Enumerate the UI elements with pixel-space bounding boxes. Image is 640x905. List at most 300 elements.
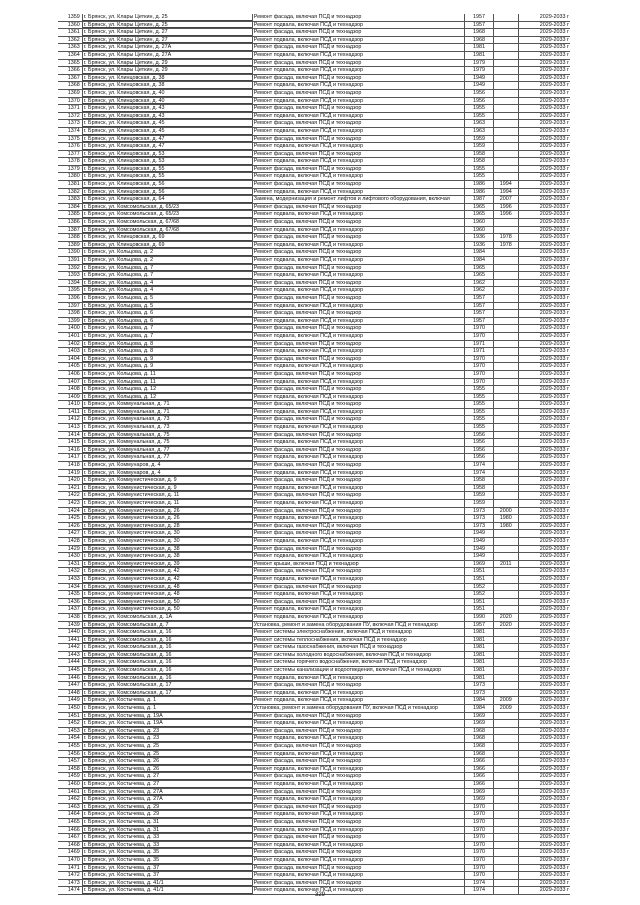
address-cell: г. Брянск, ул. Костычева, д. 33 [82, 834, 252, 841]
address-cell: г. Брянск, ул. Клинцовская, д. 69 [82, 242, 252, 249]
row-number: 1403 [67, 348, 80, 355]
last-repair-cell: 2020 [493, 614, 518, 621]
page-number: 329 [314, 892, 325, 898]
table-row [58, 82, 570, 90]
period-cell: 2029-2033 г [518, 758, 570, 765]
work-type-cell: Ремонт фасада, включая ПСД и технадзор [252, 120, 464, 127]
address-cell: г. Брянск, ул. Коммунистическая, д. 42 [82, 568, 252, 575]
build-year-cell: 1986 [464, 181, 493, 188]
build-year-cell: 1973 [464, 682, 493, 689]
table-row [58, 143, 570, 151]
address-cell: г. Брянск, ул. Костычева, д. 27 [82, 773, 252, 780]
row-number: 1440 [67, 629, 80, 636]
address-cell: г. Брянск, ул. Коммунистическая, д. 48 [82, 591, 252, 598]
address-cell: г. Брянск, ул. Костычева, д. 37 [82, 865, 252, 872]
address-cell: г. Брянск, ул. Костычева, д. 31 [82, 827, 252, 834]
period-cell: 2029-2033 г [518, 303, 570, 310]
address-cell: г. Брянск, ул. Костычева, д. 19А [82, 720, 252, 727]
period-cell: 2029-2033 г [518, 887, 570, 894]
table-row [58, 758, 570, 766]
address-cell: г. Брянск, ул. Клинцовская, д. 43 [82, 113, 252, 120]
row-number: 1381 [67, 181, 80, 188]
period-cell: 2029-2033 г [518, 166, 570, 173]
row-number: 1405 [67, 363, 80, 370]
period-cell: 2029-2033 г [518, 98, 570, 105]
last-repair-cell [493, 143, 518, 150]
address-cell: г. Брянск, ул. Коммунальная, д. 77 [82, 447, 252, 454]
address-cell: г. Брянск, ул. Клары Цеткин, д. 25 [82, 22, 252, 29]
last-repair-cell: 1978 [493, 234, 518, 241]
table-row [58, 576, 570, 584]
work-type-cell: Ремонт фасада, включая ПСД и технадзор [252, 447, 464, 454]
address-cell: г. Брянск, ул. Костычева, д. 27 [82, 781, 252, 788]
table-row [58, 287, 570, 295]
period-cell: 2029-2033 г [518, 44, 570, 51]
address-cell: г. Брянск, ул. Кольцова, д. 7 [82, 265, 252, 272]
address-cell: г. Брянск, ул. Кольцова, д. 12 [82, 394, 252, 401]
row-number: 1457 [67, 758, 80, 765]
last-repair-cell [493, 401, 518, 408]
period-cell: 2029-2033 г [518, 584, 570, 591]
build-year-cell: 1957 [464, 14, 493, 21]
table-row [58, 348, 570, 356]
table-row [58, 500, 570, 508]
table-row [58, 295, 570, 303]
address-cell: г. Брянск, ул. Коммунальная, д. 73 [82, 416, 252, 423]
row-number: 1387 [67, 226, 80, 233]
build-year-cell: 1936 [464, 234, 493, 241]
table-row [58, 842, 570, 850]
last-repair-cell [493, 280, 518, 287]
row-number: 1375 [67, 135, 80, 142]
build-year-cell: 1981 [464, 667, 493, 674]
row-number: 1431 [67, 560, 80, 567]
build-year-cell: 1963 [464, 120, 493, 127]
work-type-cell: Ремонт подвала, включая ПСД и технадзор [252, 614, 464, 621]
build-year-cell: 1984 [464, 257, 493, 264]
period-cell: 2029-2033 г [518, 781, 570, 788]
table-row [58, 136, 570, 144]
address-cell: г. Брянск, ул. Коммунистическая, д. 26 [82, 508, 252, 515]
work-type-cell: Ремонт подвала, включая ПСД и технадзор [252, 189, 464, 196]
last-repair-cell [493, 303, 518, 310]
address-cell: г. Брянск, ул. Костычева, д. 27А [82, 796, 252, 803]
table-row [58, 67, 570, 75]
table-row [58, 804, 570, 812]
address-cell: г. Брянск, ул. Кольцова, д. 6 [82, 318, 252, 325]
build-year-cell: 1957 [464, 303, 493, 310]
build-year-cell: 1973 [464, 508, 493, 515]
last-repair-cell [493, 341, 518, 348]
address-cell: г. Брянск, ул. Костычева, д. 29 [82, 811, 252, 818]
build-year-cell: 1971 [464, 341, 493, 348]
work-type-cell: Ремонт подвала, включая ПСД и технадзор [252, 227, 464, 234]
last-repair-cell [493, 371, 518, 378]
build-year-cell: 1965 [464, 265, 493, 272]
period-cell: 2029-2033 г [518, 637, 570, 644]
address-cell: г. Брянск, ул. Комсомольская, д. 16 [82, 652, 252, 659]
table-row [58, 272, 570, 280]
period-cell: 2029-2033 г [518, 766, 570, 773]
last-repair-cell [493, 379, 518, 386]
address-cell: г. Брянск, ул. Костычева, д. 25 [82, 751, 252, 758]
last-repair-cell: 1994 [493, 189, 518, 196]
build-year-cell: 1970 [464, 811, 493, 818]
address-cell: г. Брянск, ул. Клары Цеткин, д. 27 [82, 37, 252, 44]
table-row [58, 682, 570, 690]
period-cell: 2029-2033 г [518, 249, 570, 256]
build-year-cell: 1970 [464, 804, 493, 811]
table-row [58, 416, 570, 424]
table-row [58, 318, 570, 326]
build-year-cell: 1981 [464, 652, 493, 659]
address-cell: г. Брянск, ул. Костычева, д. 23 [82, 728, 252, 735]
row-number: 1404 [67, 355, 80, 362]
row-number: 1397 [67, 302, 80, 309]
period-cell: 2029-2033 г [518, 173, 570, 180]
table-row [58, 530, 570, 538]
last-repair-cell [493, 462, 518, 469]
work-type-cell: Ремонт подвала, включая ПСД и технадзор [252, 766, 464, 773]
table-row [58, 470, 570, 478]
work-type-cell: Ремонт подвала, включая ПСД и технадзор [252, 675, 464, 682]
last-repair-cell [493, 257, 518, 264]
address-cell: г. Брянск, ул. Кольцова, д. 5 [82, 303, 252, 310]
row-number: 1364 [67, 51, 80, 58]
last-repair-cell [493, 872, 518, 879]
last-repair-cell [493, 60, 518, 67]
row-number: 1464 [67, 811, 80, 818]
address-cell: г. Брянск, ул. Коммунистическая, д. 30 [82, 538, 252, 545]
table-row [58, 728, 570, 736]
last-repair-cell [493, 409, 518, 416]
row-number: 1430 [67, 553, 80, 560]
build-year-cell: 1981 [464, 629, 493, 636]
last-repair-cell [493, 606, 518, 613]
table-row [58, 166, 570, 174]
address-cell: г. Брянск, ул. Клинцовская, д. 53 [82, 151, 252, 158]
work-type-cell: Ремонт подвала, включая ПСД и технадзор [252, 720, 464, 727]
build-year-cell: 1957 [464, 295, 493, 302]
period-cell: 2029-2033 г [518, 546, 570, 553]
work-type-cell: Ремонт фасада, включая ПСД и технадзор [252, 166, 464, 173]
address-cell: г. Брянск, ул. Костычева, д. 1 [82, 705, 252, 712]
row-number: 1374 [67, 127, 80, 134]
table-row [58, 173, 570, 181]
work-type-cell: Ремонт фасада, включая ПСД и технадзор [252, 310, 464, 317]
table-row [58, 697, 570, 705]
build-year-cell: 1960 [464, 219, 493, 226]
row-number: 1363 [67, 44, 80, 51]
address-cell: г. Брянск, ул. Клары Цеткин, д. 27А [82, 44, 252, 51]
last-repair-cell [493, 751, 518, 758]
last-repair-cell [493, 82, 518, 89]
address-cell: г. Брянск, ул. Костычева, д. 31 [82, 819, 252, 826]
build-year-cell: 1955 [464, 394, 493, 401]
work-type-cell: Замена, модернизация и ремонт лифтов и лифтового оборудования, включая [252, 196, 464, 203]
build-year-cell: 1970 [464, 842, 493, 849]
work-type-cell: Ремонт фасада, включая ПСД и технадзор [252, 29, 464, 36]
table-row [58, 819, 570, 827]
last-repair-cell [493, 52, 518, 59]
last-repair-cell [493, 865, 518, 872]
row-number: 1412 [67, 416, 80, 423]
table-row [58, 394, 570, 402]
row-number: 1455 [67, 743, 80, 749]
table-row [58, 766, 570, 774]
work-type-cell: Ремонт подвала, включая ПСД и технадзор [252, 143, 464, 150]
period-cell: 2029-2033 г [518, 834, 570, 841]
table-row [58, 713, 570, 721]
period-cell: 2029-2033 г [518, 14, 570, 21]
last-repair-cell [493, 113, 518, 120]
last-repair-cell [493, 827, 518, 834]
build-year-cell: 1956 [464, 432, 493, 439]
last-repair-cell: 1980 [493, 515, 518, 522]
build-year-cell: 1951 [464, 606, 493, 613]
row-number: 1386 [67, 219, 80, 226]
table-row [58, 865, 570, 873]
address-cell: г. Брянск, ул. Коммунистическая, д. 39 [82, 561, 252, 568]
table-row [58, 796, 570, 804]
last-repair-cell [493, 287, 518, 294]
last-repair-cell [493, 120, 518, 127]
build-year-cell: 1981 [464, 52, 493, 59]
work-type-cell: Ремонт фасада, включая ПСД и технадзор [252, 234, 464, 241]
period-cell: 2029-2033 г [518, 629, 570, 636]
last-repair-cell [493, 568, 518, 575]
table-row [58, 386, 570, 394]
row-number: 1378 [67, 158, 80, 165]
build-year-cell: 1955 [464, 401, 493, 408]
row-number: 1418 [67, 462, 80, 469]
last-repair-cell [493, 584, 518, 591]
last-repair-cell [493, 546, 518, 553]
row-number: 1389 [67, 241, 80, 248]
period-cell: 2029-2033 г [518, 735, 570, 742]
table-row [58, 477, 570, 485]
period-cell: 2029-2033 г [518, 865, 570, 872]
address-cell: г. Брянск, ул. Коммунальная, д. 75 [82, 439, 252, 446]
table-row [58, 128, 570, 136]
row-number: 1446 [67, 674, 80, 681]
address-cell: г. Брянск, ул. Клинцовская, д. 47 [82, 143, 252, 150]
period-cell: 2029-2033 г [518, 804, 570, 811]
address-cell: г. Брянск, ул. Кольцова, д. 8 [82, 348, 252, 355]
build-year-cell: 1966 [464, 773, 493, 780]
table-row [58, 371, 570, 379]
work-type-cell: Установка, ремонт и замена оборудования ПУ, включая ПСД и технадзор [252, 705, 464, 712]
period-cell: 2029-2033 г [518, 37, 570, 44]
last-repair-cell [493, 356, 518, 363]
table-row [58, 432, 570, 440]
build-year-cell: 1959 [464, 492, 493, 499]
row-number: 1394 [67, 279, 80, 286]
address-cell: г. Брянск, ул. Костычева, д. 37 [82, 872, 252, 879]
last-repair-cell [493, 249, 518, 256]
period-cell: 2029-2033 г [518, 811, 570, 818]
period-cell: 2029-2033 г [518, 52, 570, 59]
address-cell: г. Брянск, ул. Клинцовская, д. 47 [82, 136, 252, 143]
table-row [58, 401, 570, 409]
work-type-cell: Ремонт подвала, включая ПСД и технадзор [252, 257, 464, 264]
last-repair-cell [493, 644, 518, 651]
period-cell: 2029-2033 г [518, 105, 570, 112]
work-type-cell: Ремонт подвала, включая ПСД и технадзор [252, 128, 464, 135]
build-year-cell: 1971 [464, 348, 493, 355]
row-number: 1459 [67, 773, 80, 780]
table-row [58, 659, 570, 667]
table-row [58, 98, 570, 106]
row-number: 1383 [67, 196, 80, 203]
build-year-cell: 1949 [464, 546, 493, 553]
period-cell: 2029-2033 г [518, 257, 570, 264]
address-cell: г. Брянск, ул. Костычева, д. 26 [82, 758, 252, 765]
address-cell: г. Брянск, ул. Комсомольская, д. 17 [82, 682, 252, 689]
table-row [58, 409, 570, 417]
address-cell: г. Брянск, ул. Коммунистическая, д. 50 [82, 606, 252, 613]
build-year-cell: 1958 [464, 477, 493, 484]
row-number: 1366 [67, 67, 80, 74]
last-repair-cell [493, 485, 518, 492]
last-repair-cell [493, 720, 518, 727]
address-cell: г. Брянск, ул. Комсомольская, д. 65/23 [82, 204, 252, 211]
row-number: 1458 [67, 765, 80, 772]
build-year-cell: 1970 [464, 857, 493, 864]
work-type-cell: Ремонт подвала, включая ПСД и технадзор [252, 576, 464, 583]
row-number: 1400 [67, 325, 80, 332]
period-cell: 2029-2033 г [518, 151, 570, 158]
row-number: 1399 [67, 317, 80, 324]
table-row [58, 447, 570, 455]
last-repair-cell: 2007 [493, 196, 518, 203]
table-body [58, 14, 570, 895]
last-repair-cell [493, 781, 518, 788]
period-cell: 2029-2033 г [518, 386, 570, 393]
table-row [58, 485, 570, 493]
period-cell: 2029-2033 г [518, 287, 570, 294]
row-number: 1444 [67, 659, 80, 666]
work-type-cell: Ремонт подвала, включая ПСД и технадзор [252, 318, 464, 325]
table-row [58, 720, 570, 728]
table-row [58, 242, 570, 250]
build-year-cell: 1965 [464, 204, 493, 211]
work-type-cell: Ремонт подвала, включая ПСД и технадзор [252, 173, 464, 180]
row-number: 1391 [67, 257, 80, 263]
row-number: 1461 [67, 788, 80, 795]
address-cell: г. Брянск, ул. Клинцовская, д. 69 [82, 234, 252, 241]
work-type-cell: Ремонт фасада, включая ПСД и технадзор [252, 568, 464, 575]
row-number: 1371 [67, 105, 80, 112]
build-year-cell: 1969 [464, 720, 493, 727]
work-type-cell: Ремонт подвала, включая ПСД и технадзор [252, 67, 464, 74]
work-type-cell: Ремонт фасада, включая ПСД и технадзор [252, 386, 464, 393]
period-cell: 2029-2033 г [518, 508, 570, 515]
table-row [58, 857, 570, 865]
table-row [58, 52, 570, 60]
period-cell: 2029-2033 г [518, 477, 570, 484]
last-repair-cell [493, 22, 518, 29]
build-year-cell: 1981 [464, 659, 493, 666]
work-type-cell: Ремонт фасада, включая ПСД и технадзор [252, 508, 464, 515]
work-type-cell: Ремонт подвала, включая ПСД и технадзор [252, 751, 464, 758]
work-type-cell: Ремонт фасада, включая ПСД и технадзор [252, 713, 464, 720]
work-type-cell: Ремонт подвала, включая ПСД и технадзор [252, 303, 464, 310]
last-repair-cell [493, 325, 518, 332]
build-year-cell: 1968 [464, 751, 493, 758]
last-repair-cell [493, 804, 518, 811]
build-year-cell: 1951 [464, 599, 493, 606]
last-repair-cell [493, 477, 518, 484]
build-year-cell: 1965 [464, 211, 493, 218]
last-repair-cell [493, 416, 518, 423]
table-row [58, 454, 570, 462]
work-type-cell: Ремонт фасада, включая ПСД и технадзор [252, 90, 464, 97]
period-cell: 2029-2033 г [518, 439, 570, 446]
work-type-cell: Ремонт подвала, включая ПСД и технадзор [252, 287, 464, 294]
address-cell: г. Брянск, ул. Кольцова, д. 4 [82, 280, 252, 287]
last-repair-cell [493, 849, 518, 856]
table-row [58, 872, 570, 880]
row-number: 1447 [67, 682, 80, 689]
period-cell: 2029-2033 г [518, 432, 570, 439]
row-number: 1415 [67, 439, 80, 446]
work-type-cell: Ремонт подвала, включая ПСД и технадзор [252, 379, 464, 386]
build-year-cell: 1969 [464, 789, 493, 796]
last-repair-cell [493, 599, 518, 606]
period-cell: 2029-2033 г [518, 333, 570, 340]
build-year-cell: 1956 [464, 98, 493, 105]
period-cell: 2029-2033 г [518, 705, 570, 712]
row-number: 1384 [67, 203, 80, 210]
address-cell: г. Брянск, ул. Клинцовская, д. 64 [82, 196, 252, 203]
period-cell: 2029-2033 г [518, 67, 570, 74]
row-number: 1395 [67, 287, 80, 294]
build-year-cell: 1965 [464, 272, 493, 279]
build-year-cell: 1966 [464, 781, 493, 788]
build-year-cell: 1958 [464, 158, 493, 165]
row-number: 1419 [67, 469, 80, 476]
address-cell: г. Брянск, ул. Кольцова, д. 9 [82, 356, 252, 363]
period-cell: 2029-2033 г [518, 599, 570, 606]
build-year-cell: 1987 [464, 196, 493, 203]
work-type-cell: Ремонт подвала, включая ПСД и технадзор [252, 553, 464, 560]
table-row [58, 325, 570, 333]
period-cell: 2029-2033 г [518, 371, 570, 378]
address-cell: г. Брянск, ул. Кольцова, д. 5 [82, 295, 252, 302]
last-repair-cell [493, 219, 518, 226]
build-year-cell: 1970 [464, 865, 493, 872]
table-row [58, 652, 570, 660]
address-cell: г. Брянск, ул. Кольцова, д. 6 [82, 310, 252, 317]
period-cell: 2029-2033 г [518, 22, 570, 29]
table-row [58, 546, 570, 554]
build-year-cell: 1968 [464, 743, 493, 750]
table-row [58, 644, 570, 652]
period-cell: 2029-2033 г [518, 713, 570, 720]
work-type-cell: Ремонт фасада, включая ПСД и технадзор [252, 105, 464, 112]
build-year-cell: 1956 [464, 447, 493, 454]
build-year-cell: 1979 [464, 67, 493, 74]
table-row [58, 234, 570, 242]
row-number: 1450 [67, 705, 80, 712]
address-cell: г. Брянск, ул. Кольцова, д. 7 [82, 333, 252, 340]
period-cell: 2029-2033 г [518, 295, 570, 302]
table-row [58, 158, 570, 166]
row-number: 1370 [67, 97, 80, 104]
row-number: 1360 [67, 21, 80, 28]
table-row [58, 439, 570, 447]
